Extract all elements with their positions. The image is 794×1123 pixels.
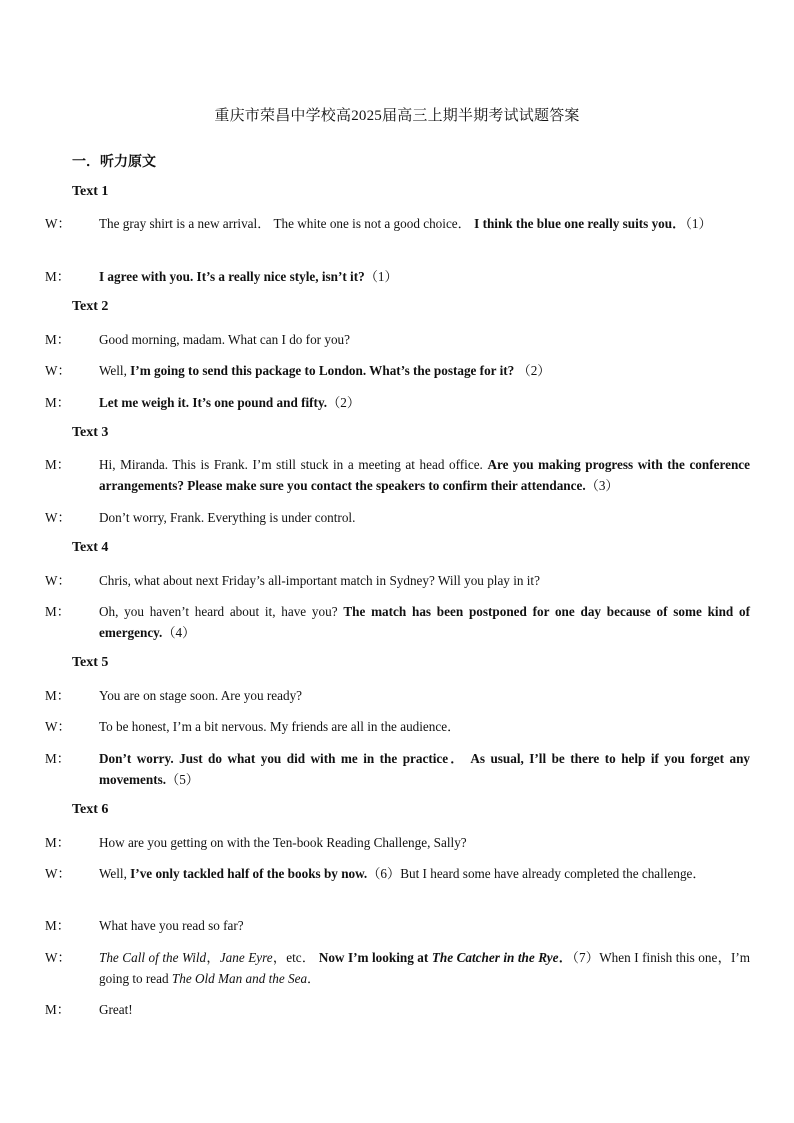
speaker: M： (45, 688, 70, 703)
dialogue-text: Well, (99, 866, 131, 881)
dialogue-text: Don’t worry, Frank. Everything is under control. (99, 510, 356, 525)
question-number: （2） (514, 363, 551, 378)
text-6-line-3 (45, 915, 750, 936)
text-1-line-1 (45, 213, 750, 234)
punctuation: ． (558, 950, 573, 965)
text-6-line-2 (45, 863, 750, 884)
section-heading: 一．听力原文 (72, 155, 156, 170)
text-4-line-1 (45, 570, 750, 591)
dialogue-text: To be honest, I’m a bit nervous. My friends are all in the audience． (99, 719, 461, 734)
text-3-label: Text 3 (72, 425, 109, 440)
dialogue-text: Great! (99, 1002, 133, 1017)
dialogue-text: What have you read so far? (99, 918, 244, 933)
text-4-label: Text 4 (72, 540, 109, 555)
dialogue-text: Oh, you haven’t heard about it, have you? (99, 604, 344, 619)
answer-text: I’m going to send this package to London. What’s the postage for it? (130, 363, 515, 378)
speaker: M： (45, 604, 70, 619)
answer-text: The match has been postponed for one day because of some kind of emergency. (99, 604, 750, 640)
question-number: （1） (685, 216, 712, 231)
dialogue-text: Good morning, madam. What can I do for you? (99, 332, 350, 347)
speaker: W： (45, 363, 71, 378)
text-2-line-1 (45, 329, 750, 350)
question-number: （1） (364, 269, 398, 284)
speaker: M： (45, 918, 70, 933)
text-4-line-2 (45, 601, 750, 643)
dialogue-text: The gray shirt is a new arrival． The white one is not a good choice． (99, 216, 471, 231)
text-2-line-3 (45, 392, 750, 413)
question-number: （2） (327, 395, 361, 410)
speaker: W： (45, 510, 71, 525)
dialogue-text: ，etc． (272, 950, 319, 965)
text-6-label: Text 6 (72, 802, 109, 817)
question-number: （6） (367, 866, 401, 881)
book-title: The Old Man and the Sea (171, 971, 308, 986)
speaker: M： (45, 269, 70, 284)
text-1-line-2 (45, 266, 750, 287)
question-number: （7） (572, 950, 600, 965)
text-3-line-1 (45, 454, 750, 496)
answer-text: I’ve only tackled half of the books by now. (130, 866, 368, 881)
question-number: （3） (585, 478, 619, 493)
text-2-label: Text 2 (72, 299, 109, 314)
answer-text: I agree with you. It’s a really nice style, isn’t it? (99, 269, 365, 284)
text-1-label: Text 1 (72, 184, 109, 199)
book-title: Jane Eyre (219, 950, 273, 965)
text-3-line-2 (45, 507, 750, 528)
dialogue-text: Well, (99, 363, 131, 378)
text-5-line-2 (45, 716, 750, 737)
book-title: The Catcher in the Rye (431, 950, 559, 965)
page-title: 重庆市荣昌中学校高2025届高三上期半期考试试题答案 (214, 108, 580, 124)
dialogue-text: Hi, Miranda. This is Frank. I’m still stuck in a meeting at head office. (99, 457, 488, 472)
text-6-line-1 (45, 832, 750, 853)
question-number: （4） (162, 625, 196, 640)
dialogue-text: You are on stage soon. Are you ready? (99, 688, 303, 703)
dialogue-text: Chris, what about next Friday’s all-important match in Sydney? Will you play in it? (99, 573, 540, 588)
answer-text: Don’t worry. Just do what you did with me in the practice． As usual, I’ll be there to help if you forget any movements. (99, 751, 750, 787)
speaker: M： (45, 332, 70, 347)
punctuation: ， (206, 950, 220, 965)
speaker: M： (45, 457, 70, 472)
speaker: W： (45, 216, 71, 231)
answer-text: Now I’m looking at (318, 950, 432, 965)
answer-text: Let me weigh it. It’s one pound and fifty. (99, 395, 328, 410)
book-title: The Call of the Wild (99, 950, 207, 965)
answer-text: I think the blue one really suits you． (474, 216, 686, 231)
dialogue-text: How are you getting on with the Ten-book Reading Challenge, Sally? (99, 835, 467, 850)
dialogue-text: But I heard some have already completed the challenge． (400, 866, 706, 881)
text-2-line-2 (45, 360, 750, 381)
speaker: M： (45, 835, 70, 850)
speaker: M： (45, 1002, 70, 1017)
punctuation: ． (307, 971, 321, 986)
speaker: W： (45, 719, 71, 734)
question-number: （5） (166, 772, 199, 787)
text-5-line-1 (45, 685, 750, 706)
text-5-label: Text 5 (72, 655, 109, 670)
speaker: M： (45, 395, 70, 410)
text-6-line-5 (45, 999, 750, 1020)
text-5-line-3 (45, 748, 750, 790)
text-6-line-4 (45, 947, 751, 989)
speaker: M： (45, 751, 70, 766)
speaker: W： (45, 950, 71, 965)
speaker: W： (45, 866, 71, 881)
answer-text: Are you making progress with the conference arrangements? Please make sure you contact the speakers to confirm their attendance. (99, 457, 750, 493)
speaker: W： (45, 573, 71, 588)
dialogue-text: When I finish this one，I’m going to read (99, 950, 751, 986)
